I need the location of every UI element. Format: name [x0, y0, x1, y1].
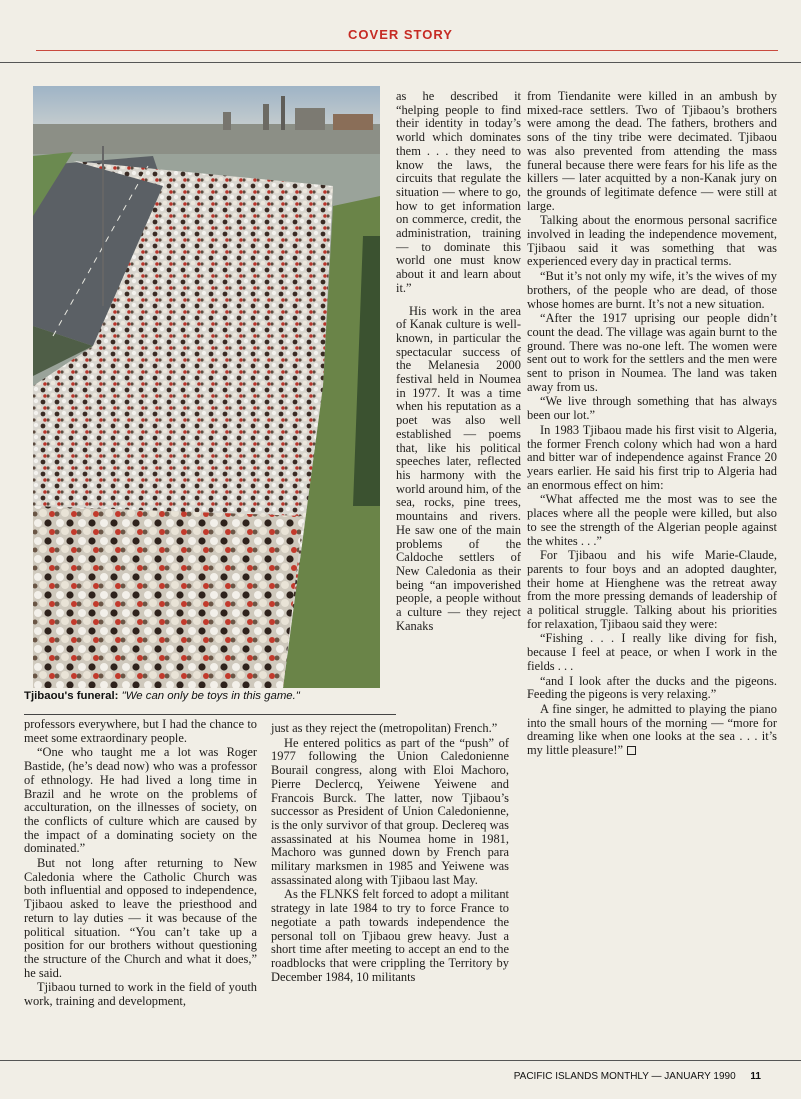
caption-rule [24, 714, 396, 715]
paragraph: “But it’s not only my wife, it’s the wives of my brothers, of the people who are dead, of those whose homes are burnt. It’s not a new situation. [527, 269, 777, 311]
page-top-rule [0, 62, 801, 63]
paragraph: In 1983 Tjibaou made his first visit to Algeria, the former French colony which had won a hard and bitter war of independence against France 20 years earlier. He said his first trip to Algeria had an enormous effect on him: [527, 422, 777, 492]
paragraph: “and I look after the ducks and the pigeons. Feeding the pigeons is very relaxing.” [527, 673, 777, 702]
page-number: 11 [750, 1071, 761, 1082]
caption-quote: "We can only be toys in this game." [121, 690, 300, 702]
paragraph: But not long after returning to New Caledonia where the Catholic Church was both influential and opposed to independence, Tjibaou asked to leave the priesthood and return to lay duties — it was because of the political situation. “You can’t take up a position for our brothers without questioning the structure of the Church and what it does,” he said. [24, 856, 257, 980]
footer-publication: PACIFIC ISLANDS MONTHLY — JANUARY 1990 [513, 1071, 736, 1082]
paragraph: As the FLNKS felt forced to adopt a militant strategy in late 1984 to try to force France to negotiate a path towards independence the personal toll on Tjibaou grew heavy. Just a short time after meeting to accept an end to the roadblocks that were crippling the Territory by December 1984, 10 militants [271, 887, 509, 984]
caption-lead: Tjibaou's funeral: [24, 690, 119, 702]
paragraph: For Tjibaou and his wife Marie-Claude, parents to four boys and an adopted daughter, their home at Hienghene was the retreat away from the more pressing demands of leadership of a political struggle. Talking about his priorities for relaxation, Tjibaou said they were: [527, 548, 777, 631]
column-middle-top [396, 90, 521, 633]
paragraph: Tjibaou turned to work in the field of youth work, training and development, [24, 980, 257, 1009]
paragraph: “We live through something that has always been our lot.” [527, 394, 777, 423]
paragraph: “What affected me the most was to see the places where all the people were killed, but also to see the strength of the Algerian people against the whites . . .” [527, 492, 777, 548]
paragraph: just as they reject the (metropolitan) French.” [271, 721, 498, 735]
paragraph-final-text: A fine singer, he admitted to playing the piano into the small hours of the morning — “more for dreaming like when one looks at the sea . . . it’s my little pleasure!” [527, 701, 777, 758]
paragraph: from Tiendanite were killed in an ambush by mixed-race settlers. Two of Tjibaou’s brothers were among the dead. The fathers, brothers and sons of the tiny tribe were decimated. Tjibaou was also prevented from attending the mass funeral because there were fears for his life as the killers — later acquitted by a non-Kanak jury on the grounds of legitimate defence — were still at large. [527, 89, 777, 213]
paragraph: “Fishing . . . I really like diving for fish, because I feel at peace, or when I work in the fields . . . [527, 631, 777, 673]
page-footer [514, 1071, 761, 1082]
paragraph: “One who taught me a lot was Roger Bastide, (he’s dead now) who was a professor of ethnology. He had lived a long time in Brazil and he wrote on the problems of acculturation, on the illnesses of society, on the conflicts of culture which are caused by the impact of a dominating society on the dominated.” [24, 745, 257, 856]
crowd-photo-icon [33, 86, 380, 688]
paragraph: Talking about the enormous personal sacrifice involved in leading the independence movement, Tjibaou said it was something that was experienced every day in practical terms. [527, 213, 777, 269]
photo-caption [24, 690, 394, 702]
paragraph: as he described it “helping people to find their identity in today’s world which dominates them . . . they need to know the laws, the circuits that regulate the situation — where to go, how to get information on commerce, credit, the administration, training — to dominate this world one must know about it and learn about it.” [396, 89, 521, 295]
paragraph: “After the 1917 uprising our people didn’t count the dead. The village was again burnt to the ground. There was no-one left. The women were sent out to work for the settlers and the men were sent to prison in Noumea. The land was taken away from us. [527, 311, 777, 394]
header-rule [36, 50, 778, 51]
end-of-story-icon [627, 746, 636, 755]
column-middle-bottom [271, 722, 509, 984]
funeral-crowd-photo [33, 86, 380, 688]
column-right [527, 90, 777, 758]
page-bottom-rule [0, 1060, 801, 1061]
section-label: COVER STORY [348, 27, 453, 42]
paragraph: professors everywhere, but I had the chance to meet some extraordinary people. [24, 717, 257, 745]
paragraph: His work in the area of Kanak culture is well-known, in particular the spectacular success of the Melanesia 2000 festival held in Noumea in 1977. It was a time when his reputation as a poet was also well established — poems that, like his political speeches later, reflected his harmony with the world around him, of the sea, rocks, pine trees, mountains and rivers. He saw one of the main problems of the Caldoche settlers of New Caledonia as their being “an impoverished people, a people without a culture — they reject Kanaks [396, 303, 521, 633]
paragraph-final [527, 703, 777, 758]
paragraph: He entered politics as part of the “push” of 1977 following the Union Caledonienne Bourail congress, along with Eloi Machoro, Pierre Declercq, Yeiwene Yeiwene and Francois Burck. The latter, now Tjibaou’s successor as President of Union Caledonienne, is the only survivor of that group. Declereq was assassinated at his Noumea home in 1981, Machoro was gunned down by French para military marksmen in 1985 and Yeiwene was assassinated along with Tjibaou last May. [271, 735, 509, 887]
column-left-bottom [24, 718, 257, 1009]
